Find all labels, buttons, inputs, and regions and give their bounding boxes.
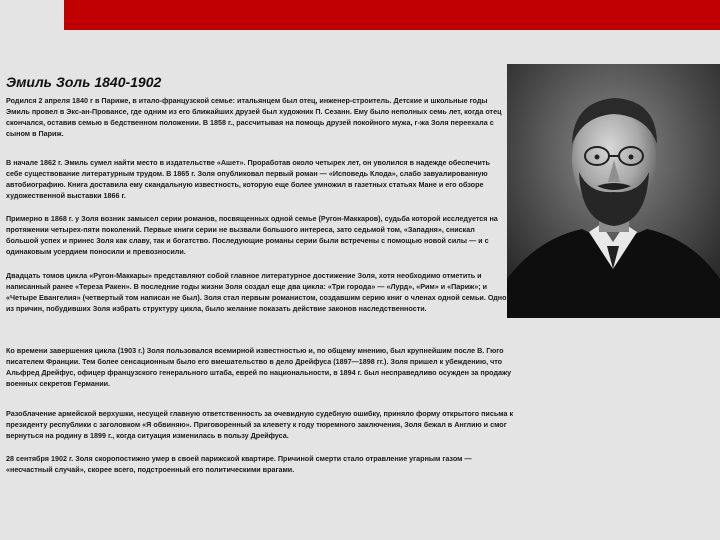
- portrait-photo-icon: [507, 64, 720, 318]
- slide-title: Эмиль Золь 1840-1902: [6, 74, 162, 90]
- top-accent-bar: [64, 0, 720, 30]
- paragraph-biography-rougon-macquart: Примерно в 1868 г. у Золя возник замысел серии романов, посвященных одной семье (Ругон-Маккаров), судьба которой исследуется на протяжении четырех-пяти поколений. Первые книги серии не вызвали большого интереса, зато седьмой том, «Западня», снискал большой успех и принес Золя как славу, так и богатство. Последующие романы серии были встречены с помощью новой силы — и с одинаковым усердием поносили и превозносили.: [6, 214, 498, 256]
- paragraph-biography-death: 28 сентября 1902 г. Золя скоропостижно умер в своей парижской квартире. Причиной смерти стало отравление угарным газом — «несчастный случай», скорее всего, подстроенный его политическими врагами.: [6, 454, 472, 474]
- paragraph-biography-j-accuse: Разоблачение армейской верхушки, несущей главную ответственность за очевидную судебную ошибку, приняло форму открытого письма к президенту республики с заголовком «Я обвиняю». Приговоренный за клевету к году тюремного заключения, Золя бежал в Англию и смог вернуться на родину в 1899 г., когда ситуация изменилась в пользу Дрейфуса.: [6, 409, 514, 440]
- paragraph-biography-early-life: Родился 2 апреля 1840 г в Париже, в итало-французской семье: итальянцем был отец, инженер-строитель. Детские и школьные годы Эмиль провел в Экс-ан-Провансе, где одним из его ближайших друзей был художник П. Сезанн. Ему было неполных семь лет, когда отец скончался, оставив семью в бедственном положении. В 1858 г., рассчитывая на помощь друзей покойного мужа, г-жа Золя переехала с сыном в Париж.: [6, 96, 502, 138]
- paragraph-biography-cycles: Двадцать томов цикла «Ругон-Маккары» представляют собой главное литературное достижение Золя, хотя необходимо отметить и написанный ранее «Тереза Ракен». В последние годы жизни Золя создал еще два цикла: «Три города» — «Лурд», «Рим» и «Париж»; и «Четыре Евангелия» (четвертый том написан не был). Золя стал первым романистом, создавшим серию книг о членах одной семьи. Одной из причин, побудивших Золя избрать структуру цикла, было желание показать действие законов наследственности.: [6, 271, 511, 313]
- paragraph-biography-dreyfus: Ко времени завершения цикла (1903 г.) Золя пользовался всемирной известностью и, по общему мнению, был крупнейшим после В. Гюго писателем Франции. Тем более сенсационным было его вмешательство в дело Дрейфуса (1897—1898 гг.). Золя пришел к убеждению, что Альфред Дрейфус, офицер французского генерального штаба, еврей по национальности, в 1894 г. был несправедливо осужден за продажу военных секретов Германии.: [6, 346, 512, 388]
- paragraph-biography-career-start: В начале 1862 г. Эмиль сумел найти место в издательстве «Ашет». Проработав около четырех лет, он уволился в надежде обеспечить себе существование литературным трудом. В 1865 г. Золя опубликовал первый роман — «Исповедь Клода», слабо завуалированную автобиографию. Книга доставила ему скандальную известность, которую еще более умножил в газетных статьях Мане и его обзоре художественной выставки 1866 г.: [6, 158, 490, 200]
